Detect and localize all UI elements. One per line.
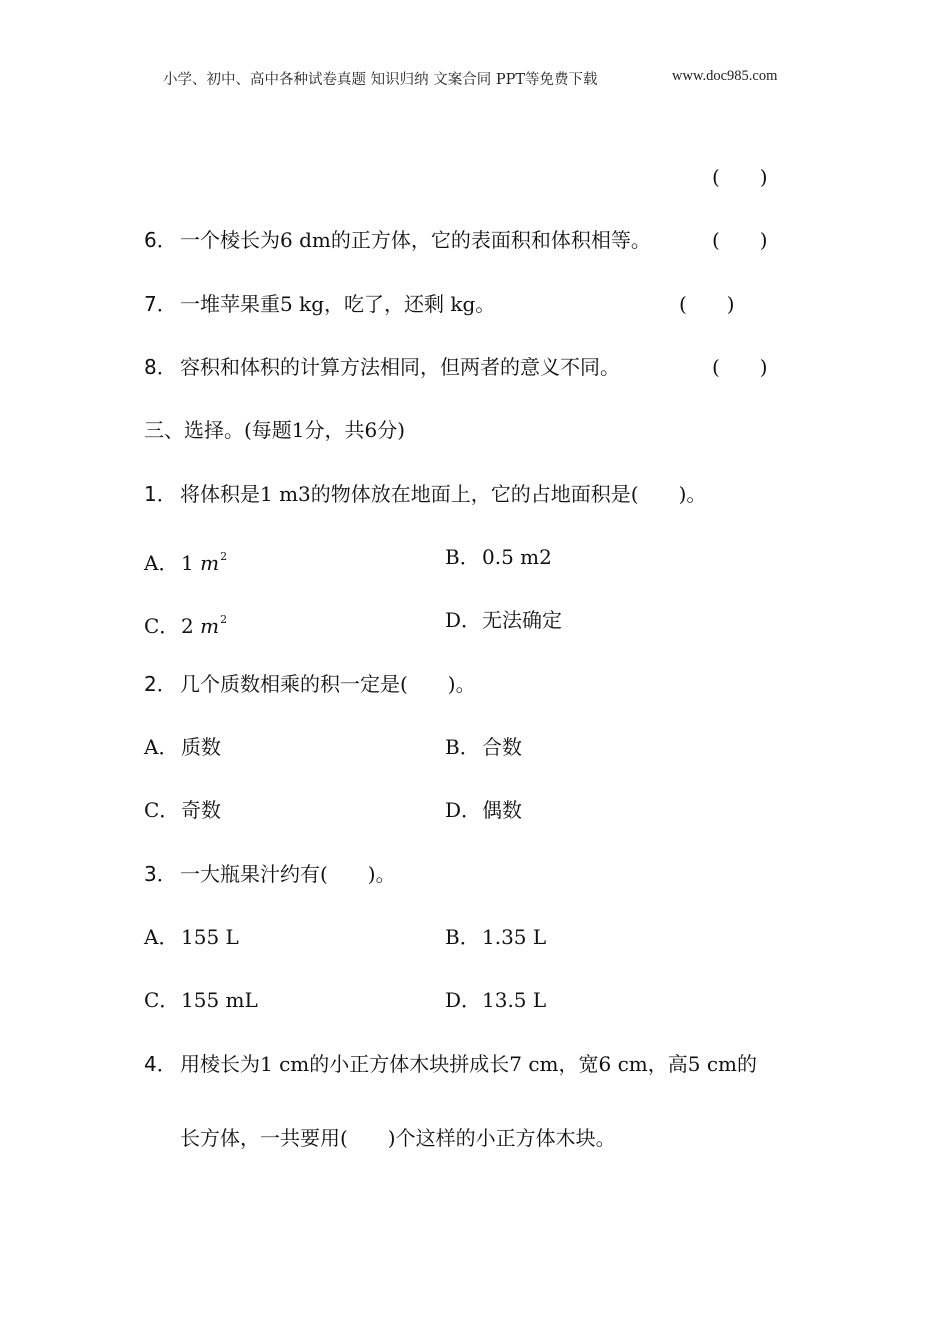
option-exponent: 2 (220, 613, 228, 626)
option-unit: m (200, 614, 220, 638)
option-key: A． (144, 551, 179, 575)
option-key: A． (144, 735, 179, 759)
option-a (144, 734, 221, 760)
question-text: 几个质数相乘的积一定是( )。 (180, 672, 476, 696)
option-key: B． (445, 925, 480, 949)
header-website: www.doc985.com (672, 68, 778, 84)
option-text: 0.5 m2 (482, 545, 552, 569)
option-d (445, 607, 562, 633)
answer-bracket-q6: ( ) (712, 228, 768, 252)
item-text: 容积和体积的计算方法相同，但两者的意义不同。 (180, 355, 620, 379)
option-key: B． (445, 735, 480, 759)
option-key: D． (445, 798, 482, 822)
option-b (445, 924, 546, 950)
option-text: 奇数 (181, 798, 221, 822)
item-number: 6． (144, 228, 177, 252)
option-b (445, 544, 552, 570)
judge-item-7 (144, 291, 495, 317)
answer-bracket-q8: ( ) (712, 355, 768, 379)
question-number: 3． (144, 862, 177, 886)
option-key: C． (144, 614, 180, 638)
question-4 (144, 1051, 757, 1077)
option-text: 1 (181, 551, 201, 575)
option-a (144, 544, 227, 576)
option-d (445, 987, 546, 1013)
option-key: D． (445, 988, 482, 1012)
option-text: 13.5 L (482, 988, 547, 1012)
judge-item-6 (144, 227, 651, 253)
item-number: 7． (144, 292, 177, 316)
question-1 (144, 481, 706, 507)
option-c (144, 987, 258, 1013)
option-key: D． (445, 608, 482, 632)
question-text: 将体积是1 m3的物体放在地面上，它的占地面积是( )。 (180, 482, 707, 506)
question-3 (144, 861, 396, 887)
option-text: 偶数 (482, 798, 522, 822)
option-key: C． (144, 798, 180, 822)
option-a (144, 924, 239, 950)
question-number: 1． (144, 482, 177, 506)
option-key: A． (144, 925, 179, 949)
option-text: 2 (181, 614, 201, 638)
item-text: 一个棱长为6 dm的正方体，它的表面积和体积相等。 (180, 228, 651, 252)
option-c (144, 607, 227, 639)
question-number: 4． (144, 1052, 177, 1076)
option-text: 合数 (482, 735, 522, 759)
option-unit: m (200, 551, 220, 575)
option-key: B． (445, 545, 480, 569)
item-text: 一堆苹果重5 kg，吃了，还剩 kg。 (180, 292, 496, 316)
option-exponent: 2 (220, 550, 228, 563)
question-text: 用棱长为1 cm的小正方体木块拼成长7 cm，宽6 cm，高5 cm的 (180, 1052, 757, 1076)
judge-item-8 (144, 354, 620, 380)
option-text: 无法确定 (482, 608, 562, 632)
option-text: 质数 (181, 735, 221, 759)
section-title: 三、选择。(每题1分，共6分) (144, 418, 406, 442)
option-d (445, 797, 522, 823)
header-left-text: 小学、初中、高中各种试卷真题 知识归纳 文案合同 PPT等免费下载 (163, 72, 598, 88)
option-c (144, 797, 221, 823)
question-text: 一大瓶果汁约有( )。 (180, 862, 396, 886)
question-number: 2． (144, 672, 177, 696)
option-text: 155 L (181, 925, 239, 949)
answer-bracket-q5: ( ) (712, 165, 768, 189)
item-number: 8． (144, 355, 177, 379)
option-text: 1.35 L (482, 925, 547, 949)
question-2 (144, 671, 476, 697)
option-key: C． (144, 988, 180, 1012)
option-b (445, 734, 522, 760)
question-4-continuation: 长方体，一共要用( )个这样的小正方体木块。 (180, 1126, 616, 1150)
option-text: 155 mL (181, 988, 258, 1012)
answer-bracket-q7: ( ) (679, 292, 735, 316)
